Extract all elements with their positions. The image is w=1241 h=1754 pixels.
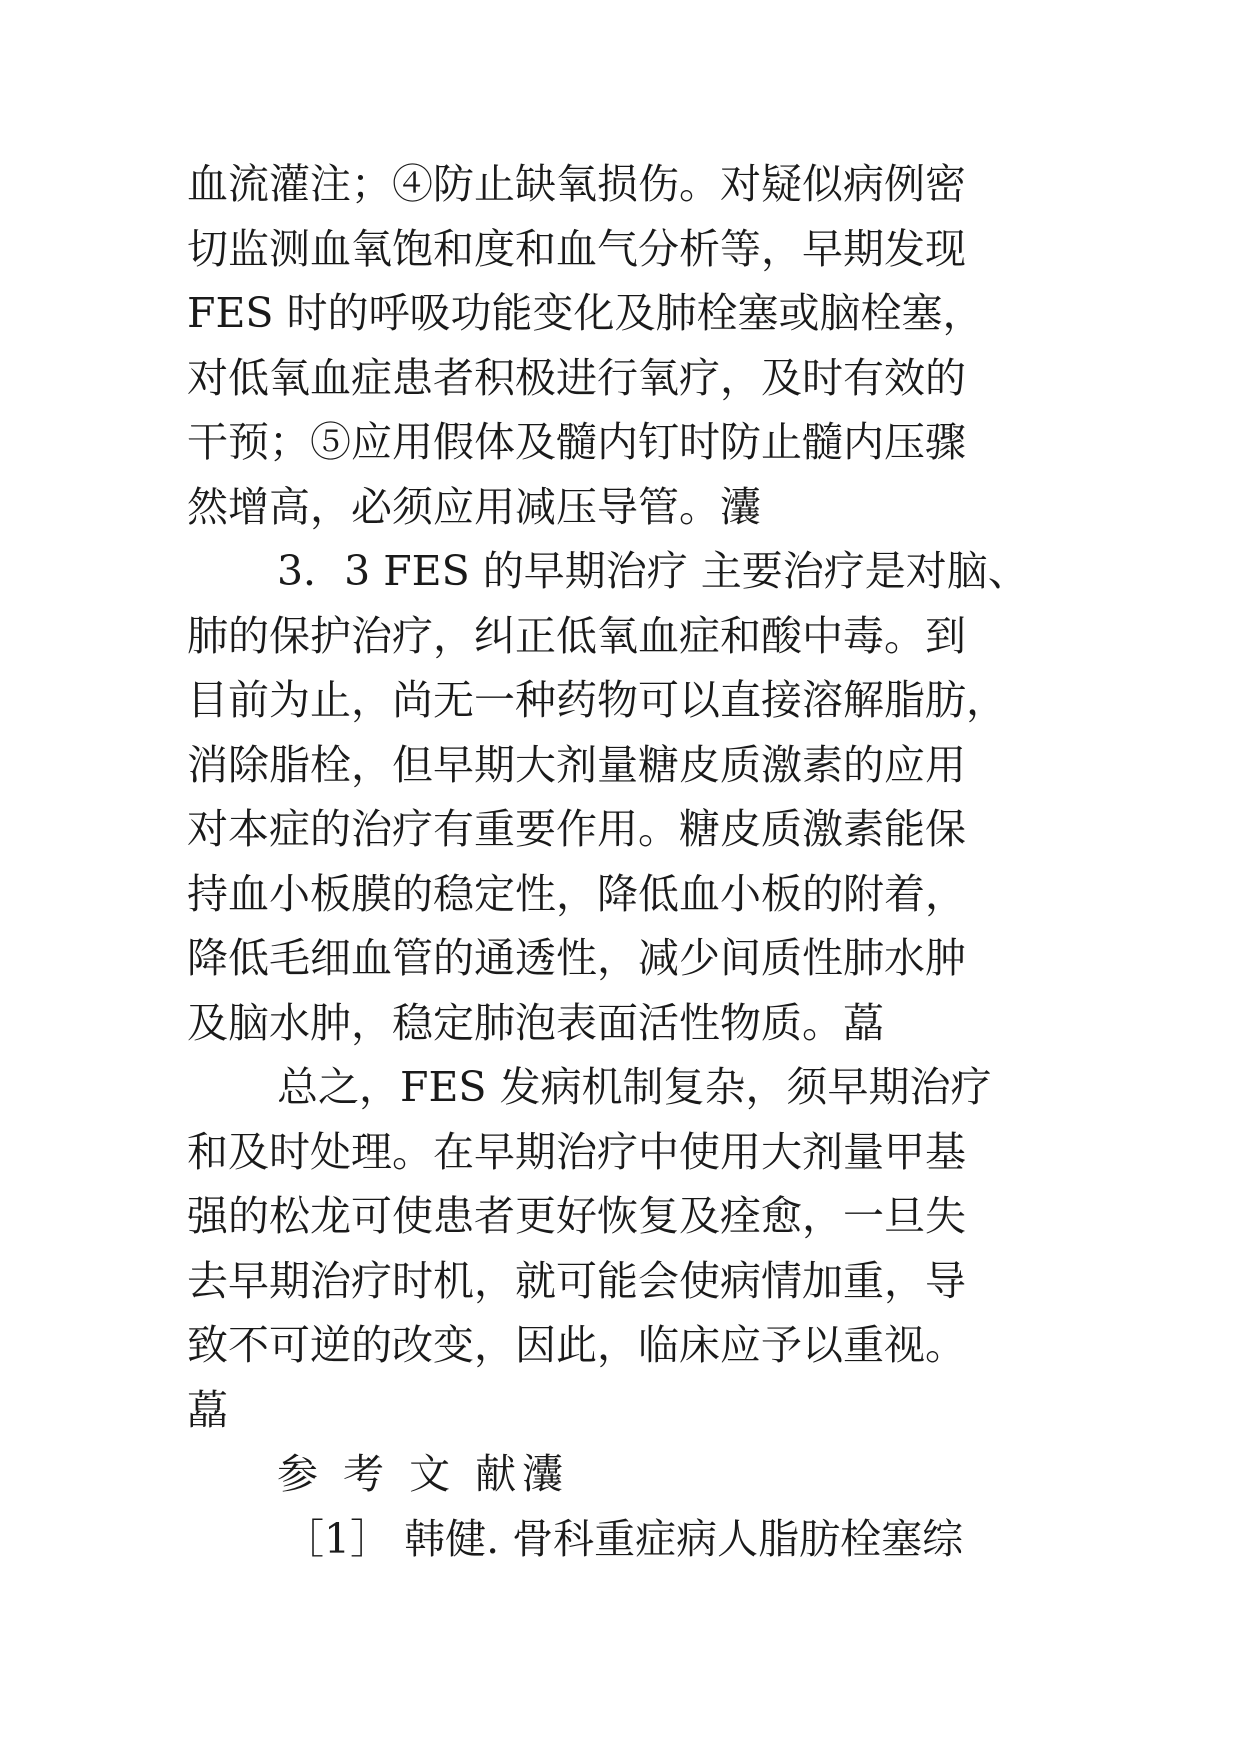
body-line: 藠 — [187, 1385, 228, 1434]
body-line: 持血小板膜的稳定性，降低血小板的附着， — [187, 869, 966, 918]
body-line: 对本症的治疗有重要作用。糖皮质激素能保 — [187, 805, 966, 853]
body-line: 肺的保护治疗，纠正低氧血症和酸中毒。到 — [187, 611, 966, 660]
references-heading: 参 考 文 献灢 — [277, 1450, 570, 1498]
body-line: 干预；⑤应用假体及髓内钉时防止髓内压骤 — [187, 418, 966, 466]
paragraph-start-line: 总之，FES 发病机制复杂，须早期治疗 — [277, 1063, 992, 1111]
body-line: 和及时处理。在早期治疗中使用大剂量甲基 — [187, 1127, 966, 1176]
body-line: 切监测血氧饱和度和血气分析等，早期发现 — [187, 224, 966, 273]
body-line: 目前为止，尚无一种药物可以直接溶解脂肪， — [187, 676, 1007, 724]
reference-item: ［1］ 韩健. 骨科重症病人脂肪栓塞综 — [283, 1514, 964, 1563]
document-body — [187, 152, 1067, 1571]
body-line: 致不可逆的改变，因此，临床应予以重视。 — [187, 1321, 966, 1369]
body-line: 血流灌注；④防止缺氧损伤。对疑似病例密 — [187, 160, 966, 208]
body-line: 及脑水肿，稳定肺泡表面活性物质。藠 — [187, 998, 884, 1047]
body-line: 强的松龙可使患者更好恢复及痊愈，一旦失 — [187, 1192, 966, 1240]
body-line: 去早期治疗时机，就可能会使病情加重，导 — [187, 1256, 966, 1305]
body-line: 降低毛细血管的通透性，减少间质性肺水肿 — [187, 934, 966, 982]
body-line: 消除脂栓，但早期大剂量糖皮质激素的应用 — [187, 740, 966, 789]
body-line: FES 时的呼吸功能变化及肺栓塞或脑栓塞， — [187, 289, 984, 337]
section-heading-line: 3．3 FES 的早期治疗 主要治疗是对脑、 — [277, 547, 1029, 595]
body-line: 对低氧血症患者积极进行氧疗，及时有效的 — [187, 353, 966, 402]
body-line: 然增高，必须应用减压导管。灢 — [187, 482, 761, 531]
